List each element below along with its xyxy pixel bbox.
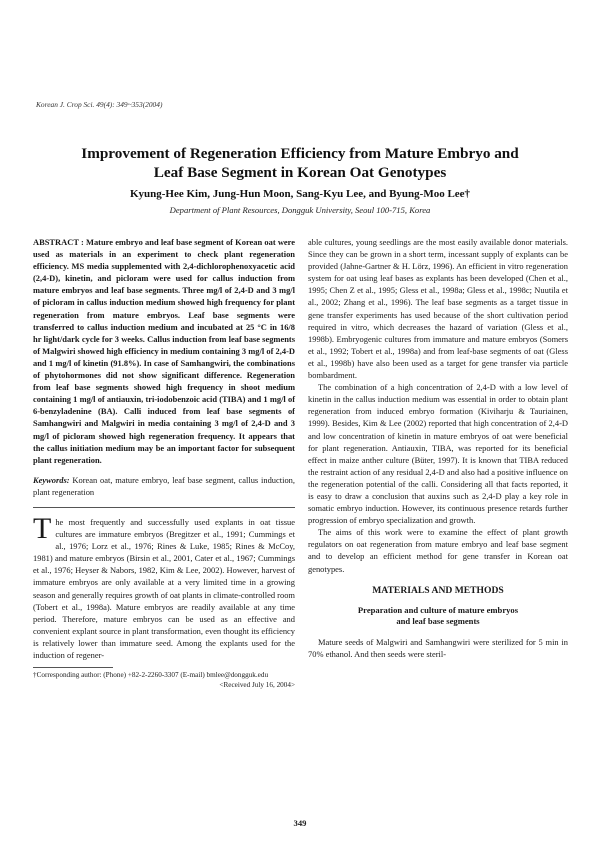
title-line-2: Leaf Base Segment in Korean Oat Genotypes (153, 164, 447, 181)
received-date: <Received July 16, 2004> (219, 680, 295, 689)
intro-paragraph: he most frequently and successfully used explants in oat tissue cultures are immature embryos (Bregitzer et al., 1991; Cummings et al., 1976; Lorz et al., 1976; Rines & Luke, 1985; Rines & McCoy, 1981) and mature embryos (Birsin et al., 2001, Cater et al., 1967; Cummings et al., 1976; Heyser & Nabors, 1982, Kim & Lee, 2002). However, harvest of immature embryos are only available at a very limited time in a growing season and generally requires growth of oat plants in climate-controlled room (Tobert et al., 1998a). Mature embryos are readily available at any time period. Therefore, mature embryos can be used as an effective and convenient explant source in plant transformation, even thought its efficiency is relatively lower than immature seed. Among the explants used for the induction of regener- (33, 516, 295, 660)
section-heading: MATERIALS AND METHODS (372, 584, 504, 596)
introduction (33, 511, 295, 661)
paragraph-1: able cultures, young seedlings are the most easily available donor materials. Since they can be grown in a short term, incessant supply of explants can be provided (Jahne-Gartner & H. Lörz, 1996). An efficient in vitro regeneration system for oat using leaf bases as explants has been developed (Chen et al., 1995; Chen Z et al., 1995; Gless et al., 1998a; Gless et al., 1998c; Nuutila et al., 2002; Zhang et al., 1996). The leaf base segments as a target tissue in gene transfer experiments has used because of the short cultivation period required in vitro, which decreases the hazard of variation (Gless et al., 1998b). Embryogenic cultures from immature and mature embryos (Somers et al., 1992; Tobert et al., 1998a) and from leaf-base segments of oat (Gless et al., 1998b) have also been used as a target for gene transfer via particle bombardment. (308, 237, 568, 381)
subsection-heading (308, 605, 568, 627)
paragraph-4: Mature seeds of Malgwiri and Samhangwiri were sterilized for 5 min in 70% ethanol. And then seeds were steril- (308, 636, 568, 659)
keywords (33, 474, 295, 498)
footnote-divider (33, 667, 113, 668)
footnote-text: †Corresponding author: (Phone) +82-2-2260-3307 (E-mail) bmlee@dongguk.edu (33, 671, 269, 680)
article-title (40, 144, 560, 182)
drop-cap: T (33, 511, 52, 545)
corresponding-author-footnote (33, 671, 295, 689)
paragraph-3: The aims of this work were to examine the effect of plant growth regulators on oat regeneration from mature embryo and leaf base segment and to develop an efficient method for gene transfer in Korean oat genotypes. (308, 527, 568, 574)
running-head: Korean J. Crop Sci. 49(4): 349~353(2004) (36, 100, 163, 109)
keywords-label: Keywords: (33, 474, 70, 485)
abstract (33, 236, 295, 466)
abstract-text: Mature embryo and leaf base segment of Korean oat were used as materials in an experiment to check plant regeneration efficiency. MS media supplemented with 2,4-dichlorophenoxyacetic acid (2,4-D), kinetin, and picloram were used for callus induction from mature embryos and leaf base segments. Three mg/l of 2,4-D and 3 mg/l of picloram in callus induction medium showed high frequency for plant regeneration from mature embryos. Leaf base segments were transferred to callus induction medium and incubated at 25 °C in 16/8 hr light/dark cycle for 3 weeks. Callus induction from leaf base segments of Malgwiri showed high efficiency in medium containing 3 mg/l of 2,4-D and 1 mg/l of kinetin (91.8%). In case of Samhangwiri, the combinations of phytohormones did not show significant difference. Regeneration from leaf base segments showed high frequency in shoot medium containing 1 mg/l of antiauxin, tri-iodobenzoic acid (TIBA) and 1 mg/l of 6-benzyladenine (BA). Calli induced from leaf base segments of Samhangwiri and Malgwiri in media containing 3 mg/l of 2,4-D and 3 mg/l of picloram showed high regeneration frequency. It appears that the callus initiation medium may be an important factor for subsequent plant regeneration. (33, 237, 295, 465)
affiliation: Department of Plant Resources, Dongguk University, Seoul 100-715, Korea (169, 205, 431, 215)
right-column (308, 236, 568, 660)
keywords-text: Korean oat, mature embryo, leaf base segment, callus induction, plant regeneration (33, 474, 296, 497)
title-line-1: Improvement of Regeneration Efficiency from Mature Embryo and (81, 145, 519, 162)
section-divider (33, 507, 295, 508)
abstract-label: ABSTRACT : (33, 237, 84, 247)
left-column (33, 236, 295, 690)
subsection-line-1: Preparation and culture of mature embryos (357, 604, 519, 615)
subsection-line-2: and leaf base segments (396, 615, 480, 626)
paragraph-2: The combination of a high concentration of 2,4-D with a low level of kinetin in the callus induction medium was essential in order to obtain plant regeneration from induced embryo formation (Kiviharju & Tauriainen, 1999). Besides, Kim & Lee (2002) reported that high concentration of 2,4-D and low concentration of kinetin in mature embryos of oat were beneficial for plant regeneration. Antiauxin, TIBA, was reported for its beneficial effect in maize anther culture (Büter, 1997). It is known that TIBA reduced the restraint action of any residual 2,4-D and also had a positive influence on the regeneration potential of the calli. Considering all that facts reported, it is easy to draw a conclusion that auxins such as 2,4-D play a key role in somatic embryo induction. However, its continuous presence retards further progression of embryo specialization and growth. (308, 382, 568, 526)
page-number: 349 (293, 818, 307, 828)
author-list: Kyung-Hee Kim, Jung-Hun Moon, Sang-Kyu Lee, and Byung-Moo Lee† (129, 188, 471, 200)
